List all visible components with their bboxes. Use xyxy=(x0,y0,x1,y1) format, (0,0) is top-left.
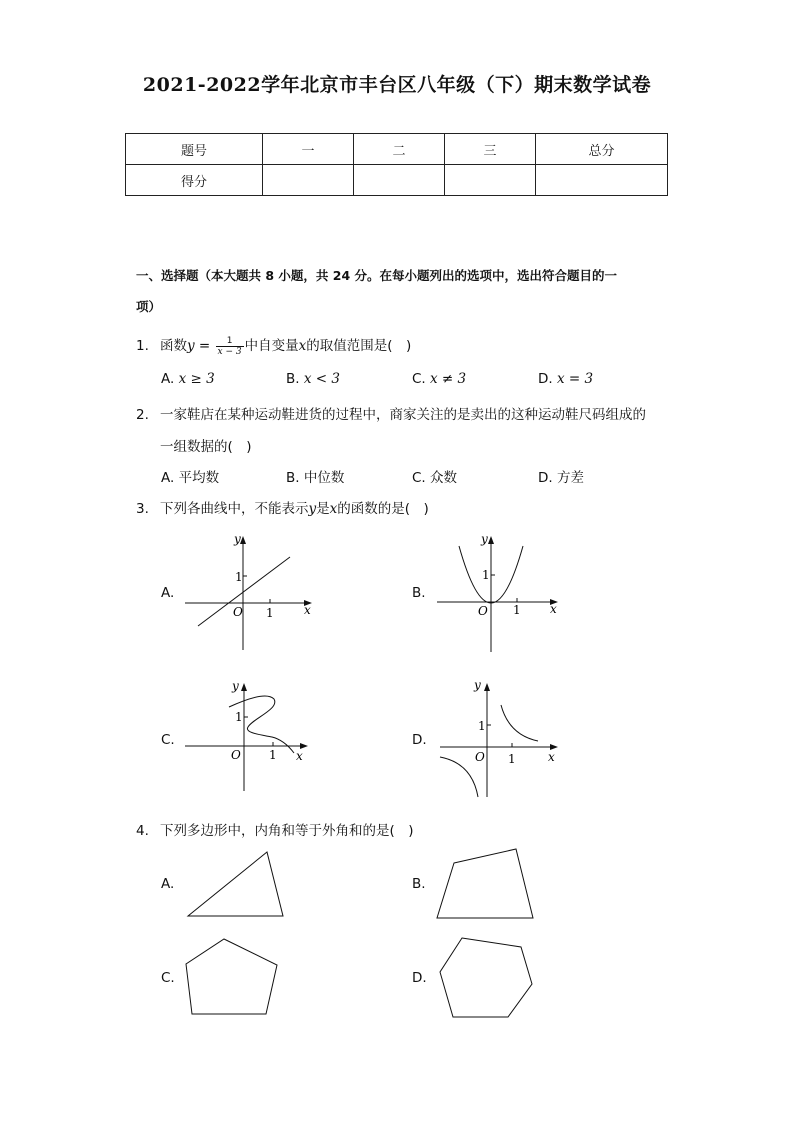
score-row-label: 得分 xyxy=(126,165,263,196)
q1-text-mid: 中自变量 xyxy=(244,338,299,354)
q3-var-x: x xyxy=(329,501,338,517)
score-header-cell: 一 xyxy=(263,134,354,165)
option-label: D. xyxy=(538,371,553,387)
q4-shape-triangle xyxy=(180,845,290,925)
q4-option-a-label[interactable]: A. xyxy=(161,876,175,892)
fraction-numerator: 1 xyxy=(216,336,244,347)
origin-label: O xyxy=(233,605,243,619)
y-one-label: 1 xyxy=(482,568,490,582)
q3-var-y: y xyxy=(308,501,317,517)
score-header-cell: 三 xyxy=(445,134,536,165)
y-one-label: 1 xyxy=(235,570,243,584)
option-text: x ≥ 3 xyxy=(178,371,215,387)
question-4 xyxy=(136,819,414,839)
q2-option-b[interactable] xyxy=(286,466,344,486)
q4-text: 下列多边形中，内角和等于外角和的是( ) xyxy=(160,823,414,839)
question-number: 3. xyxy=(136,501,149,517)
q4-shape-pentagon xyxy=(180,932,290,1022)
option-label: C. xyxy=(412,470,426,486)
q3-option-c-label[interactable]: C. xyxy=(161,732,175,748)
score-table xyxy=(125,133,668,196)
q1-equals: = xyxy=(194,338,215,354)
x-axis-label: x xyxy=(550,602,557,616)
option-text: 平均数 xyxy=(178,470,220,486)
origin-label: O xyxy=(475,750,485,764)
question-1 xyxy=(136,334,411,357)
q2-option-d[interactable] xyxy=(538,466,584,486)
question-2 xyxy=(136,403,646,423)
function-curve xyxy=(198,557,290,626)
option-text: 众数 xyxy=(430,470,458,486)
q4-option-b-label[interactable]: B. xyxy=(412,876,426,892)
function-curve-branch-1 xyxy=(501,705,538,741)
option-label: B. xyxy=(286,371,300,387)
q1-option-a[interactable] xyxy=(161,371,215,387)
x-one-label: 1 xyxy=(269,748,277,762)
y-axis-label: y xyxy=(474,678,481,692)
question-3 xyxy=(136,497,429,517)
x-axis-label: x xyxy=(304,603,311,617)
page-title: 2021-2022学年北京市丰台区八年级（下）期末数学试卷 xyxy=(142,74,652,96)
section-heading-line2: 项） xyxy=(136,299,162,314)
q4-option-d-label[interactable]: D. xyxy=(412,970,427,986)
function-curve-branch-2 xyxy=(440,757,478,797)
option-text: x = 3 xyxy=(556,371,594,387)
origin-label: O xyxy=(231,748,241,762)
q3-graph-a xyxy=(180,530,320,655)
q3-text-mid: 是 xyxy=(316,501,330,517)
option-text: 中位数 xyxy=(303,470,345,486)
q3-graph-c xyxy=(180,675,320,795)
q3-text-post: 的函数的是( ) xyxy=(337,501,429,517)
q4-shape-hexagon xyxy=(432,932,542,1022)
quadrilateral-outline xyxy=(437,849,533,918)
score-header-cell: 二 xyxy=(354,134,445,165)
option-label: A. xyxy=(161,371,175,387)
score-table-score-row xyxy=(126,165,668,196)
question-number: 1. xyxy=(136,338,149,354)
q3-option-a-label[interactable]: A. xyxy=(161,585,175,601)
q2-text-line2: 一组数据的( ) xyxy=(160,439,252,455)
option-text: x ≠ 3 xyxy=(430,371,467,387)
q3-option-d-label[interactable]: D. xyxy=(412,732,427,748)
y-axis-arrow xyxy=(240,536,246,544)
triangle-outline xyxy=(188,852,283,916)
score-input-cell xyxy=(536,165,668,196)
hexagon-outline xyxy=(440,938,532,1017)
q2-option-c[interactable] xyxy=(412,466,457,486)
option-label: C. xyxy=(412,371,426,387)
option-text: 方差 xyxy=(556,470,584,486)
q1-option-b[interactable] xyxy=(286,371,340,387)
q2-option-a[interactable] xyxy=(161,466,219,486)
score-header-cell: 总分 xyxy=(536,134,668,165)
x-axis-label: x xyxy=(296,749,303,763)
y-axis-arrow xyxy=(241,683,247,691)
origin-label: O xyxy=(478,604,488,618)
q1-fraction xyxy=(216,336,244,357)
q1-text-pre: 函数 xyxy=(160,338,187,354)
y-axis-label: y xyxy=(232,679,239,693)
question-number: 4. xyxy=(136,823,149,839)
question-number: 2. xyxy=(136,407,149,423)
score-input-cell xyxy=(354,165,445,196)
q4-option-c-label[interactable]: C. xyxy=(161,970,175,986)
y-axis-arrow xyxy=(488,536,494,544)
q1-var-y: y xyxy=(187,338,195,354)
q4-shape-quadrilateral xyxy=(432,843,542,925)
y-axis-label: y xyxy=(481,532,488,546)
score-input-cell xyxy=(263,165,354,196)
option-label: B. xyxy=(286,470,300,486)
score-input-cell xyxy=(445,165,536,196)
q2-text-line1: 一家鞋店在某种运动鞋进货的过程中，商家关注的是卖出的这种运动鞋尺码组成的 xyxy=(160,407,646,423)
fraction-denominator: x − 3 xyxy=(217,346,242,357)
x-one-label: 1 xyxy=(513,603,521,617)
pentagon-outline xyxy=(186,939,277,1014)
option-text: x < 3 xyxy=(303,371,340,387)
y-axis-label: y xyxy=(234,532,241,546)
q3-graph-d xyxy=(432,675,572,800)
q3-option-b-label[interactable]: B. xyxy=(412,585,426,601)
x-one-label: 1 xyxy=(508,752,516,766)
score-table-header-row xyxy=(126,134,668,165)
q3-text-pre: 下列各曲线中，不能表示 xyxy=(160,501,309,517)
section-heading-line1: 一、选择题（本大题共 8 小题，共 24 分。在每小题列出的选项中，选出符合题目的一 xyxy=(136,268,618,283)
option-label: D. xyxy=(538,470,553,486)
q1-option-c[interactable] xyxy=(412,371,466,387)
q1-text-post: 的取值范围是( ) xyxy=(306,338,412,354)
y-one-label: 1 xyxy=(235,710,243,724)
option-label: A. xyxy=(161,470,175,486)
function-curve xyxy=(229,696,294,753)
q3-graph-b xyxy=(432,528,572,655)
score-header-cell: 题号 xyxy=(126,134,263,165)
x-axis-label: x xyxy=(548,750,555,764)
q1-option-d[interactable] xyxy=(538,371,593,387)
y-one-label: 1 xyxy=(478,719,486,733)
x-one-label: 1 xyxy=(266,606,274,620)
q1-var-x: x xyxy=(298,338,307,354)
y-axis-arrow xyxy=(484,683,490,691)
